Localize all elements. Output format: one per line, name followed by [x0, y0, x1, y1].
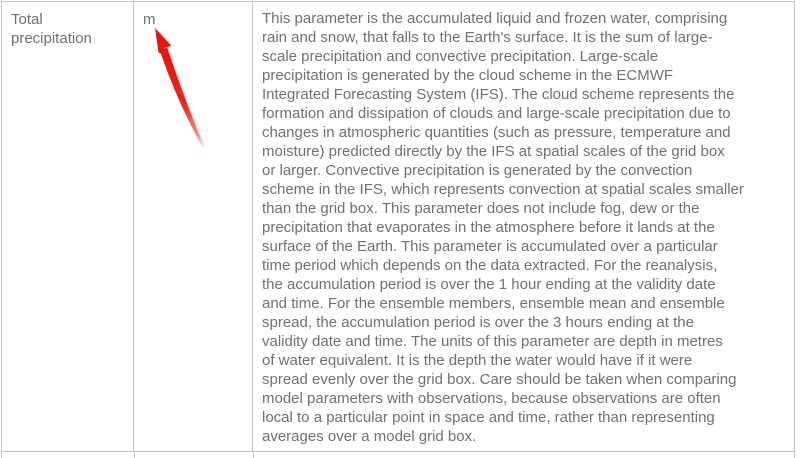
description-line: averages over a model grid box.: [262, 428, 477, 445]
table-border-segment: [253, 452, 254, 458]
units-cell: [134, 2, 253, 451]
description-line: and time. For the ensemble members, ensemble mean and ensemble: [262, 295, 725, 312]
description-line: surface of the Earth. This parameter is accumulated over a particular: [262, 238, 718, 255]
description-line: moisture) predicted directly by the IFS at spatial scales of the grid box: [262, 143, 725, 160]
parameter-table: [1, 1, 795, 452]
description-line: This parameter is the accumulated liquid and frozen water, comprising: [262, 10, 728, 27]
description-line: of water equivalent. It is the depth the water would have if it were: [262, 352, 693, 369]
description-line: local to a particular point in space and time, rather than representing: [262, 409, 715, 426]
description-line: spread, the accumulation period is over the 3 hours ending at the: [262, 314, 694, 331]
description-line: validity date and time. The units of this parameter are depth in metres: [262, 333, 723, 350]
description-cell: [253, 2, 794, 451]
description-line: the accumulation period is over the 1 hour ending at the validity date: [262, 276, 716, 293]
table-border-segment: [1, 452, 2, 458]
description-line: spread evenly over the grid box. Care should be taken when comparing: [262, 371, 737, 388]
description-line: time period which depends on the data extracted. For the reanalysis,: [262, 257, 718, 274]
description-line: Integrated Forecasting System (IFS). The cloud scheme represents the: [262, 86, 735, 103]
table-border-segment: [794, 452, 795, 458]
description-line: precipitation is generated by the cloud scheme in the ECMWF: [262, 67, 674, 84]
next-table-row-sliver: [1, 452, 795, 458]
description-line: formation and dissipation of clouds and large-scale precipitation due to: [262, 105, 731, 122]
description-line: scheme in the IFS, which represents convection at spatial scales smaller: [262, 181, 744, 198]
description-line: than the grid box. This parameter does not include fog, dew or the: [262, 200, 700, 217]
parameter-name-cell: [2, 2, 134, 451]
description-line: scale precipitation and convective precipitation. Large-scale: [262, 48, 659, 65]
description-line: changes in atmospheric quantities (such as pressure, temperature and: [262, 124, 731, 141]
description-line: model parameters with observations, because observations are often: [262, 390, 721, 407]
description-text: [262, 9, 786, 446]
parameter-name: Total precipitation: [11, 11, 92, 47]
table-row: [2, 2, 794, 451]
units-value: m: [143, 11, 156, 28]
description-line: or larger. Convective precipitation is generated by the convection: [262, 162, 693, 179]
description-line: precipitation that evaporates in the atmosphere before it lands at the: [262, 219, 715, 236]
description-line: rain and snow, that falls to the Earth's surface. It is the sum of large-: [262, 29, 713, 46]
table-border-segment: [134, 452, 135, 458]
